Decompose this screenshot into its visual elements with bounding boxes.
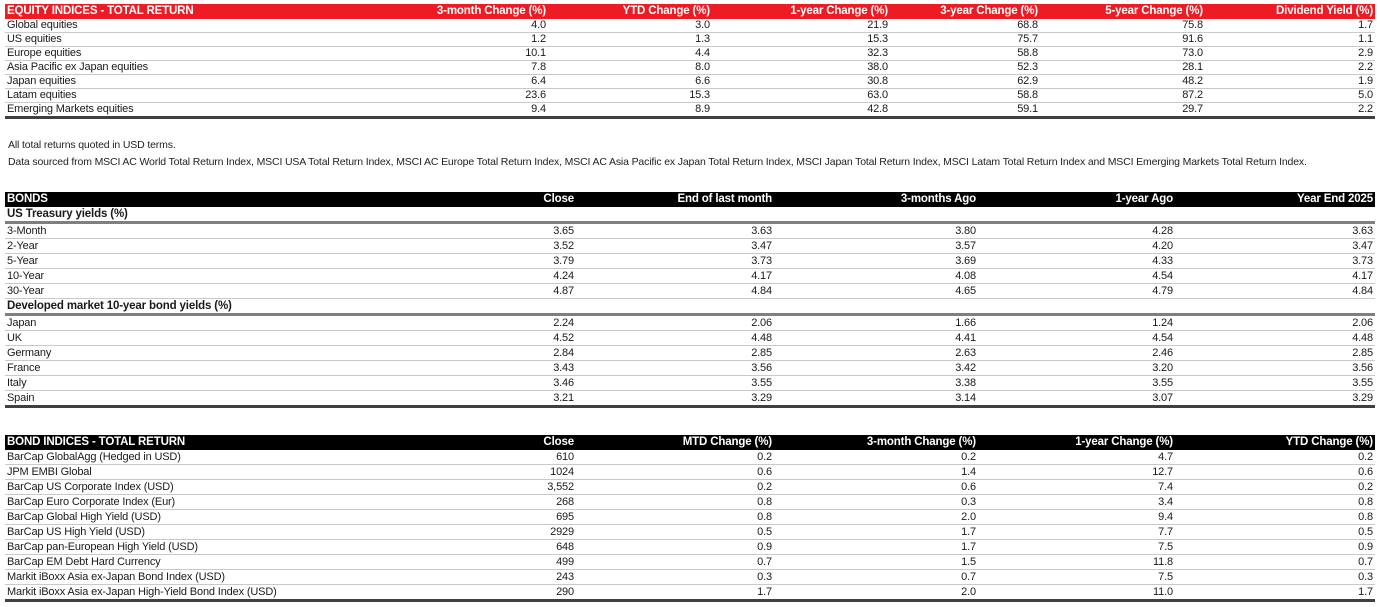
table-row [5,450,1375,465]
table-row [5,19,1375,33]
table-row [5,465,1375,480]
section-heading: Developed market 10-year bond yields (%) [5,299,1375,315]
cell-value: 4.87 [376,284,576,299]
row-label: 30-Year [5,284,376,299]
bond-indices-header-row [5,435,1375,450]
cell-value: 1.7 [1205,19,1375,33]
cell-value: 1.7 [774,540,978,555]
column-header-ytd-change: YTD Change (%) [548,4,712,19]
cell-value: 4.08 [774,269,978,284]
cell-value: 4.48 [1175,331,1375,346]
table-row [5,103,1375,118]
cell-value: 10.1 [383,47,548,61]
cell-value: 3.4 [978,495,1175,510]
cell-value: 8.0 [548,61,712,75]
column-header-year-end-2025: Year End 2025 [1175,192,1375,207]
column-header-ytd-change: YTD Change (%) [1175,435,1375,450]
equity-footnotes [5,139,1375,168]
cell-value: 3.79 [376,254,576,269]
cell-value: 2.84 [376,346,576,361]
row-label: Asia Pacific ex Japan equities [5,61,383,75]
cell-value: 42.8 [712,103,890,118]
row-label: Global equities [5,19,383,33]
row-label: Markit iBoxx Asia ex-Japan High-Yield Bond Index (USD) [5,585,376,601]
cell-value: 3.69 [774,254,978,269]
cell-value: 75.8 [1040,19,1205,33]
cell-value: 0.6 [576,465,774,480]
cell-value: 0.2 [576,480,774,495]
cell-value: 3.43 [376,361,576,376]
cell-value: 290 [376,585,576,601]
cell-value: 4.84 [576,284,774,299]
cell-value: 4.41 [774,331,978,346]
section-heading: US Treasury yields (%) [5,207,1375,223]
cell-value: 3.29 [576,391,774,407]
cell-value: 2.2 [1205,103,1375,118]
column-header-end-of-last-month: End of last month [576,192,774,207]
cell-value: 1.3 [548,33,712,47]
table-row [5,75,1375,89]
cell-value: 7.8 [383,61,548,75]
column-header-mtd-change: MTD Change (%) [576,435,774,450]
cell-value: 3.55 [576,376,774,391]
cell-value: 3.42 [774,361,978,376]
table-row [5,254,1375,269]
cell-value: 648 [376,540,576,555]
cell-value: 9.4 [383,103,548,118]
footnote-usd-terms: All total returns quoted in USD terms. [8,139,176,151]
table-row [5,540,1375,555]
cell-value: 73.0 [1040,47,1205,61]
row-label: Latam equities [5,89,383,103]
cell-value: 0.9 [1175,540,1375,555]
cell-value: 243 [376,570,576,585]
cell-value: 1.66 [774,315,978,331]
cell-value: 7.4 [978,480,1175,495]
cell-value: 15.3 [548,89,712,103]
cell-value: 0.8 [576,495,774,510]
cell-value: 63.0 [712,89,890,103]
cell-value: 4.28 [978,223,1175,239]
row-label: Japan [5,315,376,331]
cell-value: 3.0 [548,19,712,33]
row-label: BarCap EM Debt Hard Currency [5,555,376,570]
cell-value: 6.6 [548,75,712,89]
cell-value: 1.1 [1205,33,1375,47]
cell-value: 3,552 [376,480,576,495]
row-label: Markit iBoxx Asia ex-Japan Bond Index (USD) [5,570,376,585]
table-row [5,223,1375,239]
cell-value: 0.2 [1175,450,1375,465]
cell-value: 12.7 [978,465,1175,480]
cell-value: 9.4 [978,510,1175,525]
cell-value: 1024 [376,465,576,480]
cell-value: 75.7 [890,33,1040,47]
table-row [5,525,1375,540]
cell-value: 7.5 [978,570,1175,585]
cell-value: 5.0 [1205,89,1375,103]
cell-value: 1.9 [1205,75,1375,89]
cell-value: 2.63 [774,346,978,361]
row-label: UK [5,331,376,346]
cell-value: 3.46 [376,376,576,391]
table-row [5,376,1375,391]
cell-value: 2.0 [774,510,978,525]
column-header-close: Close [376,192,576,207]
table-row [5,47,1375,61]
cell-value: 4.54 [978,269,1175,284]
table-row [5,61,1375,75]
row-label: Germany [5,346,376,361]
column-header-close: Close [376,435,576,450]
table-row [5,585,1375,601]
cell-value: 4.24 [376,269,576,284]
cell-value: 2.9 [1205,47,1375,61]
cell-value: 7.5 [978,540,1175,555]
cell-value: 68.8 [890,19,1040,33]
cell-value: 3.14 [774,391,978,407]
cell-value: 3.80 [774,223,978,239]
cell-value: 15.3 [712,33,890,47]
cell-value: 3.55 [1175,376,1375,391]
cell-value: 3.47 [576,239,774,254]
row-label: BarCap pan-European High Yield (USD) [5,540,376,555]
cell-value: 4.52 [376,331,576,346]
cell-value: 4.20 [978,239,1175,254]
cell-value: 3.38 [774,376,978,391]
table-row [5,239,1375,254]
table-row [5,570,1375,585]
cell-value: 2.46 [978,346,1175,361]
column-header-1-year-change: 1-year Change (%) [978,435,1175,450]
cell-value: 3.56 [576,361,774,376]
row-label: BarCap Global High Yield (USD) [5,510,376,525]
equity-table-title: EQUITY INDICES - TOTAL RETURN [5,4,383,19]
cell-value: 38.0 [712,61,890,75]
row-label: BarCap US High Yield (USD) [5,525,376,540]
cell-value: 0.5 [576,525,774,540]
row-label: 10-Year [5,269,376,284]
cell-value: 4.79 [978,284,1175,299]
cell-value: 3.07 [978,391,1175,407]
row-label: Japan equities [5,75,383,89]
cell-value: 0.2 [774,450,978,465]
table-row [5,361,1375,376]
table-row [5,269,1375,284]
cell-value: 0.5 [1175,525,1375,540]
table-row [5,284,1375,299]
cell-value: 6.4 [383,75,548,89]
cell-value: 4.17 [1175,269,1375,284]
table-row [5,33,1375,47]
table-row [5,480,1375,495]
cell-value: 2929 [376,525,576,540]
cell-value: 0.2 [576,450,774,465]
column-header-dividend-yield: Dividend Yield (%) [1205,4,1375,19]
bond-indices-table [5,435,1375,602]
bonds-table-title: BONDS [5,192,376,207]
cell-value: 4.54 [978,331,1175,346]
cell-value: 87.2 [1040,89,1205,103]
cell-value: 268 [376,495,576,510]
cell-value: 1.7 [1175,585,1375,601]
row-label: 3-Month [5,223,376,239]
cell-value: 30.8 [712,75,890,89]
equity-indices-table [5,4,1375,119]
cell-value: 3.65 [376,223,576,239]
cell-value: 1.5 [774,555,978,570]
row-label: 5-Year [5,254,376,269]
table-row [5,89,1375,103]
table-row [5,555,1375,570]
table-row [5,346,1375,361]
row-label: 2-Year [5,239,376,254]
column-header-3-months-ago: 3-months Ago [774,192,978,207]
cell-value: 695 [376,510,576,525]
cell-value: 1.24 [978,315,1175,331]
row-label: BarCap GlobalAgg (Hedged in USD) [5,450,376,465]
cell-value: 0.9 [576,540,774,555]
cell-value: 48.2 [1040,75,1205,89]
bond-indices-table-title: BOND INDICES - TOTAL RETURN [5,435,376,450]
cell-value: 4.65 [774,284,978,299]
cell-value: 21.9 [712,19,890,33]
cell-value: 62.9 [890,75,1040,89]
cell-value: 0.3 [576,570,774,585]
cell-value: 0.3 [1175,570,1375,585]
cell-value: 0.7 [774,570,978,585]
cell-value: 1.4 [774,465,978,480]
column-header-3-month-change: 3-month Change (%) [774,435,978,450]
cell-value: 3.57 [774,239,978,254]
section-heading-row [5,207,1375,223]
row-label: Italy [5,376,376,391]
cell-value: 3.52 [376,239,576,254]
cell-value: 3.63 [576,223,774,239]
cell-value: 3.21 [376,391,576,407]
cell-value: 3.63 [1175,223,1375,239]
cell-value: 3.73 [576,254,774,269]
column-header-1-year-change: 1-year Change (%) [712,4,890,19]
cell-value: 4.84 [1175,284,1375,299]
cell-value: 499 [376,555,576,570]
cell-value: 91.6 [1040,33,1205,47]
cell-value: 0.3 [774,495,978,510]
cell-value: 1.7 [774,525,978,540]
table-row [5,331,1375,346]
cell-value: 52.3 [890,61,1040,75]
cell-value: 1.2 [383,33,548,47]
cell-value: 3.73 [1175,254,1375,269]
cell-value: 0.8 [1175,495,1375,510]
footnote-data-source: Data sourced from MSCI AC World Total Return Index, MSCI USA Total Return Index, MSCI AC Europe Total Return Index, MSCI AC Asia Pacific ex Japan Total Return Index, MSCI Japan Total Return Index, MSCI Latam Total Return Index and MSCI Emerging Markets Total Return Index. [8,156,1307,168]
cell-value: 4.33 [978,254,1175,269]
cell-value: 28.1 [1040,61,1205,75]
column-header-3-year-change: 3-year Change (%) [890,4,1040,19]
cell-value: 58.8 [890,47,1040,61]
table-row [5,315,1375,331]
cell-value: 0.8 [1175,510,1375,525]
cell-value: 0.7 [1175,555,1375,570]
cell-value: 2.85 [576,346,774,361]
cell-value: 4.0 [383,19,548,33]
cell-value: 11.8 [978,555,1175,570]
cell-value: 3.29 [1175,391,1375,407]
cell-value: 2.2 [1205,61,1375,75]
cell-value: 4.4 [548,47,712,61]
cell-value: 0.8 [576,510,774,525]
bonds-table-header-row [5,192,1375,207]
row-label: JPM EMBI Global [5,465,376,480]
cell-value: 3.47 [1175,239,1375,254]
cell-value: 8.9 [548,103,712,118]
row-label: Spain [5,391,376,407]
cell-value: 2.0 [774,585,978,601]
cell-value: 2.06 [576,315,774,331]
cell-value: 29.7 [1040,103,1205,118]
section-heading-row [5,299,1375,315]
cell-value: 7.7 [978,525,1175,540]
table-row [5,510,1375,525]
table-row [5,391,1375,407]
cell-value: 2.06 [1175,315,1375,331]
cell-value: 59.1 [890,103,1040,118]
row-label: Emerging Markets equities [5,103,383,118]
row-label: US equities [5,33,383,47]
cell-value: 0.6 [1175,465,1375,480]
row-label: BarCap US Corporate Index (USD) [5,480,376,495]
row-label: France [5,361,376,376]
cell-value: 2.85 [1175,346,1375,361]
column-header-5-year-change: 5-year Change (%) [1040,4,1205,19]
cell-value: 3.56 [1175,361,1375,376]
table-row [5,495,1375,510]
bonds-table [5,192,1375,408]
column-header-1-year-ago: 1-year Ago [978,192,1175,207]
cell-value: 32.3 [712,47,890,61]
cell-value: 1.7 [576,585,774,601]
cell-value: 11.0 [978,585,1175,601]
cell-value: 3.20 [978,361,1175,376]
cell-value: 23.6 [383,89,548,103]
cell-value: 4.7 [978,450,1175,465]
column-header-3-month-change: 3-month Change (%) [383,4,548,19]
cell-value: 0.2 [1175,480,1375,495]
cell-value: 2.24 [376,315,576,331]
cell-value: 610 [376,450,576,465]
row-label: Europe equities [5,47,383,61]
row-label: BarCap Euro Corporate Index (Eur) [5,495,376,510]
cell-value: 0.7 [576,555,774,570]
equity-table-header-row [5,4,1375,19]
cell-value: 58.8 [890,89,1040,103]
cell-value: 4.17 [576,269,774,284]
cell-value: 3.55 [978,376,1175,391]
cell-value: 4.48 [576,331,774,346]
cell-value: 0.6 [774,480,978,495]
